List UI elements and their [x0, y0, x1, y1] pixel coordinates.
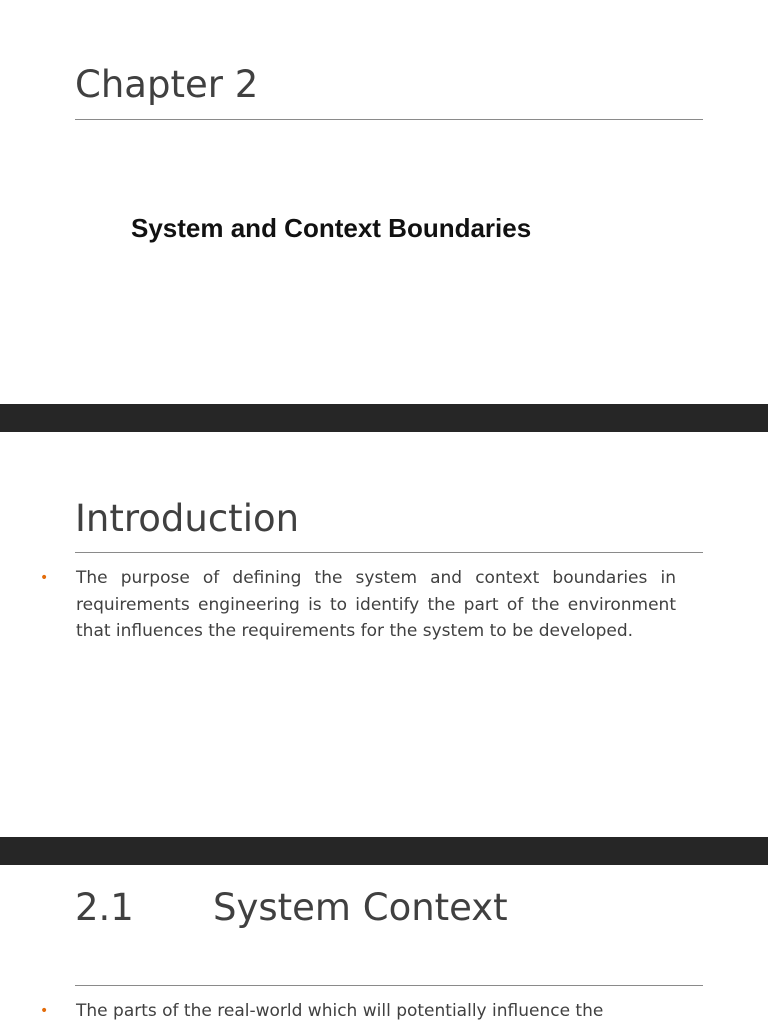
bullet-item: [40, 998, 676, 1024]
slide-subtitle: System and Context Boundaries: [131, 213, 532, 243]
title-underline: [75, 985, 703, 986]
section-number: 2.1: [75, 886, 134, 929]
slide-title: [75, 886, 508, 929]
slide-separator: [0, 404, 768, 432]
bullet-text: The parts of the real-world which will potentially influence the: [76, 1001, 604, 1021]
slide-chapter-2: [0, 0, 768, 404]
slide-separator: [0, 837, 768, 865]
bullet-dot-icon: •: [40, 1003, 49, 1019]
slide-system-context: [0, 865, 768, 1024]
bullet-dot-icon: •: [40, 570, 49, 586]
title-underline: [75, 119, 703, 120]
slide-introduction: [0, 432, 768, 837]
slide-title: Introduction: [75, 497, 300, 540]
bullet-text: The purpose of defining the system and context boundaries in requirements engineering is to identify the part of the environment that influences the requirements for the system to be developed.: [76, 568, 676, 641]
section-title: System Context: [213, 886, 508, 929]
bullet-item: [40, 565, 676, 645]
title-underline: [75, 552, 703, 553]
slide-title: Chapter 2: [75, 63, 259, 106]
